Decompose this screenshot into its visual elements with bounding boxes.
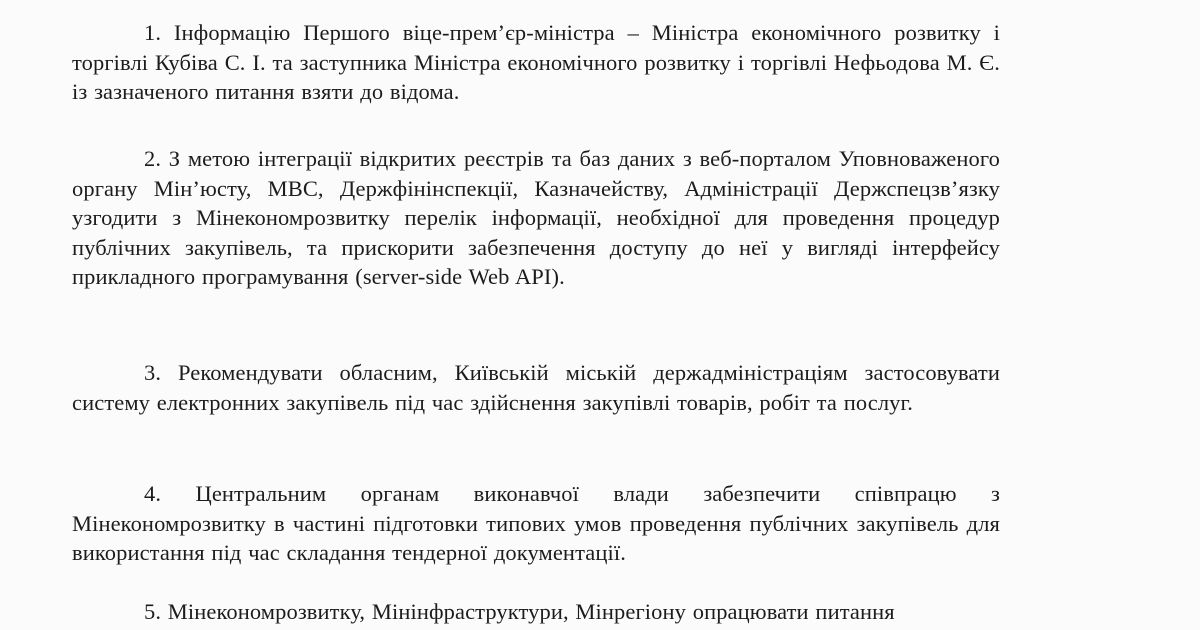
paragraph-item-3: 3. Рекомендувати обласним, Київській міській держадміністраціям застосовувати систему електронних закупівель під час здійснення закупівлі товарів, робіт та послуг. <box>72 360 1000 415</box>
paragraph-item-5: 5. Мінекономрозвитку, Мінінфраструктури, Мінрегіону опрацювати питання <box>144 599 895 624</box>
paragraph-item-2: 2. З метою інтеграції відкритих реєстрів та баз даних з веб-порталом Уповноваженого органу Мін’юсту, МВС, Держфінінспекції, Казначейству, Адміністрації Держспецзв’язку узгодити з Мінекономрозвитку перелік інформації, необхідної для проведення процедур публічних закупівель, та прискорити забезпечення доступу до неї у вигляді інтерфейсу прикладного програмування (server-side Web API). <box>72 146 1000 289</box>
paragraph-item-4: 4. Центральним органам виконавчої влади забезпечити співпрацю з Мінекономрозвитку в частині підготовки типових умов проведення публічних закупівель для використання під час складання тендерної документації. <box>72 481 1000 565</box>
paragraph-item-1: 1. Інформацію Першого віце-прем’єр-міністра – Міністра економічного розвитку і торгівлі Кубіва С. І. та заступника Міністра економічного розвитку і торгівлі Нефьодова М. Є. із зазначеного питання взяти до відома. <box>72 20 1000 104</box>
